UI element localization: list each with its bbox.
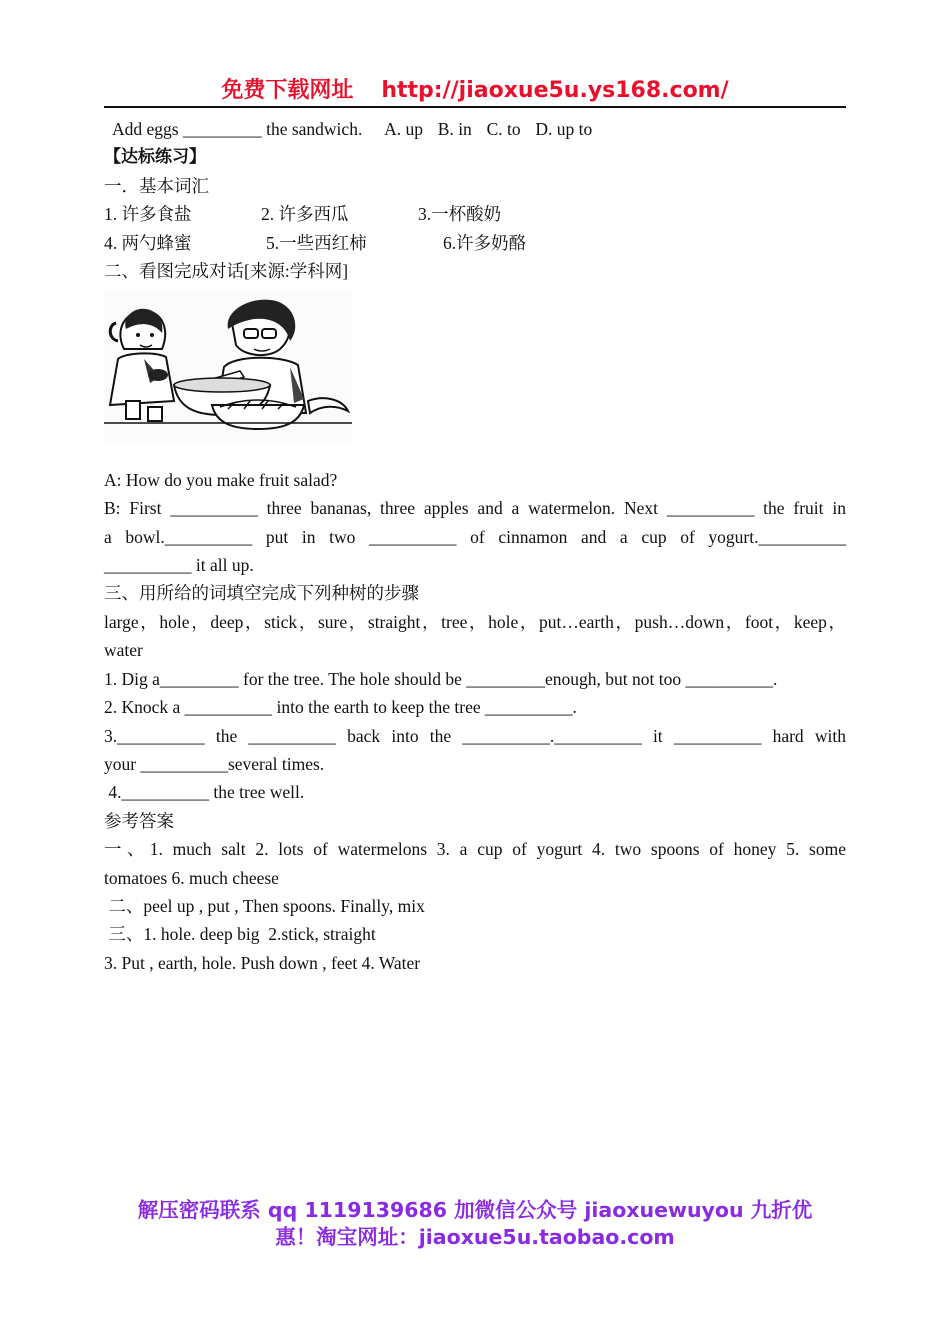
vocab-row-1 (104, 200, 846, 228)
document-body (104, 115, 846, 977)
answer-1-line-2: tomatoes 6. much cheese (104, 867, 279, 888)
intro-question-text: Add eggs _________ the sandwich. (112, 119, 363, 139)
vocab-item: 6.许多奶酪 (443, 232, 527, 253)
vocab-row-2 (104, 229, 846, 257)
dialog-question: A: How do you make fruit salad? (104, 469, 338, 490)
header-url[interactable]: http://jiaoxue5u.ys168.com/ (381, 78, 729, 103)
footer-line-1: 解压密码联系 qq 1119139686 加微信公众号 jiaoxuewuyou 九折优 (137, 1198, 813, 1222)
answer-3: 三、1. hole. deep big 2.stick, straight (104, 924, 376, 945)
dialog-answer-line-2: a bowl.__________ put in two __________ of cinnamon and a cup of yogurt.__________ (104, 526, 846, 547)
header-label: 免费下载网址 (221, 78, 354, 103)
vocab-item: 3.一杯酸奶 (418, 204, 502, 225)
answer-4: 3. Put , earth, hole. Push down , feet 4. Water (104, 952, 421, 973)
step-3-line-1: 3.__________ the __________ back into the __________.__________ it __________ hard with (104, 725, 846, 746)
option-d: D. up to (535, 119, 593, 139)
section2-title: 二、看图完成对话[来源:学科网] (104, 261, 349, 282)
intro-question (104, 115, 846, 143)
step-1: 1. Dig a_________ for the tree. The hole should be _________enough, but not too __________. (104, 668, 778, 689)
dialog-answer-line-3: __________ it all up. (104, 555, 254, 576)
section3-title: 三、用所给的词填空完成下列种树的步骤 (104, 583, 419, 604)
option-c: C. to (486, 119, 521, 139)
page-footer (104, 1197, 846, 1251)
page-header (104, 76, 846, 108)
option-a: A. up (384, 119, 424, 139)
step-3-line-2: your __________several times. (104, 753, 325, 774)
vocab-item: 5.一些西红柿 (266, 232, 367, 253)
fruit-salad-illustration (104, 289, 352, 443)
section1-title: 一．基本词汇 (104, 175, 209, 196)
word-bank: large，hole，deep，stick，sure，straight，tree，hole，put…earth，push…down，foot，keep，water (104, 611, 846, 661)
vocab-item: 1. 许多食盐 (104, 204, 192, 225)
option-b: B. in (437, 119, 472, 139)
vocab-item: 4. 两勺蜂蜜 (104, 232, 192, 253)
footer-line-2: 惠！淘宝网址：jiaoxue5u.taobao.com (275, 1225, 675, 1249)
answers-title: 参考答案 (104, 810, 174, 831)
answer-2: 二、peel up , put , Then spoons. Finally, mix (104, 895, 425, 916)
vocab-item: 2. 许多西瓜 (261, 204, 349, 225)
step-2: 2. Knock a __________ into the earth to keep the tree __________. (104, 697, 577, 718)
dialog-answer-line-1: B: First __________ three bananas, three apples and a watermelon. Next __________ the fruit in (104, 498, 846, 519)
practice-title: 【达标练习】 (104, 147, 206, 168)
step-4: 4.__________ the tree well. (104, 782, 305, 803)
answer-1-line-1: 一、1. much salt 2. lots of watermelons 3. a cup of yogurt 4. two spoons of honey 5. some (104, 839, 846, 860)
